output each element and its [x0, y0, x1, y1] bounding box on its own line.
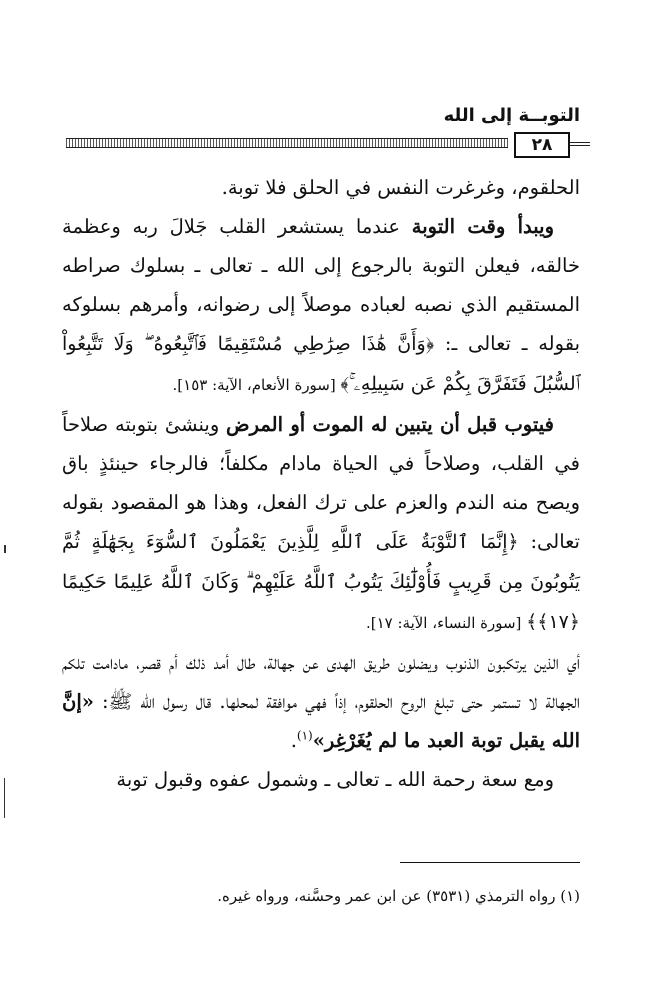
page-number: ٢٨ — [514, 132, 570, 158]
paragraph-time-of-repentance — [62, 207, 580, 405]
main-text — [62, 168, 580, 799]
page-header — [66, 104, 580, 156]
header-rule-stub — [570, 142, 590, 146]
hadith-quote: «إنَّ الله يقبل توبة العبد ما لم يُغَرْغِر» — [62, 690, 580, 752]
header-ornamental-rule — [66, 138, 508, 148]
quran-verse: ﴿إِنَّمَا ٱلتَّوْبَةُ عَلَى ٱللَّهِ لِلَّذِينَ يَعْمَلُونَ ٱلسُّوٓءَ بِجَهَٰلَةٍ ثُمَّ يَتُوبُونَ مِن قَرِيبٍ فَأُوْلَٰٓئِكَ يَتُوبُ ٱللَّهُ عَلَيْهِمْ ۗ وَكَانَ ٱللَّهُ عَلِيمًا حَكِيمًا ﴿١٧﴾﴾ — [62, 531, 580, 633]
lead-phrase: ويبدأ وقت التوبة — [411, 215, 554, 238]
footnote — [62, 884, 580, 908]
verse-reference: [سورة النساء، الآية: ١٧]. — [365, 614, 527, 632]
paragraph-text: عندما يستشعر القلب جَلالَ ربه وعظمة خالقه، فيعلن التوبة بالرجوع إلى الله ـ تعالى ـ بسلوك صراطه المستقيم الذي نصبه لعباده موصلاً إلى رضوانه، وأمرهم بسلوكه بقوله ـ تعالى ـ: — [62, 215, 580, 355]
paragraph-explanation — [62, 643, 580, 760]
scan-edge-mark — [4, 545, 6, 553]
paragraph-text: أي الذين يرتكبون الذنوب ويضلون طريق الهدى عن جهالة، طال أمد ذلك أم قصر، مادامت تلكم الجهالة لا تستمر حتى تبلغ الروح الحلقوم، إذاً فهي موافقة لمحلها. قال رسول الله ﷺ: — [62, 651, 580, 713]
footnote-marker: (١) — [560, 887, 580, 905]
lead-phrase: فيتوب قبل أن يتبين له الموت أو المرض — [226, 413, 554, 436]
paragraph-text: وينشئ بتوبته صلاحاً في القلب، وصلاحاً في الحياة مادام مكلفاً؛ فالرجاء حينئذٍ باق ويصح منه الندم والعزم على ترك الفعل، وهذا هو المقصود بقوله تعالى: — [62, 413, 580, 553]
scan-edge-mark — [4, 778, 5, 818]
paragraph-repent-early — [62, 405, 580, 643]
sentence-end: . — [290, 729, 297, 752]
paragraph-continues-next-page: ومع سعة رحمة الله ـ تعالى ـ وشمول عفوه وقبول توبة — [116, 768, 554, 791]
footnote-divider — [400, 862, 580, 863]
running-title: التوبــة إلى الله — [443, 105, 580, 126]
paragraph-continued: الحلقوم، وغرغرت النفس في الحلق فلا توبة. — [221, 176, 580, 199]
footnote-reference: (١) — [296, 728, 313, 743]
footnote-text: رواه الترمذي (٣٥٣١) عن ابن عمر وحسَّنه، ورواه غيره. — [217, 887, 556, 905]
quran-verse: ﴿وَأَنَّ هَٰذَا صِرَٰطِي مُسْتَقِيمًا فَٱتَّبِعُوهُ ۖ وَلَا تَتَّبِعُواْ ٱلسُّبُلَ فَتَفَرَّقَ بِكُمْ عَن سَبِيلِهِۦ ۚ﴾ — [62, 333, 580, 395]
verse-reference: [سورة الأنعام، الآية: ١٥٣]. — [172, 376, 341, 394]
